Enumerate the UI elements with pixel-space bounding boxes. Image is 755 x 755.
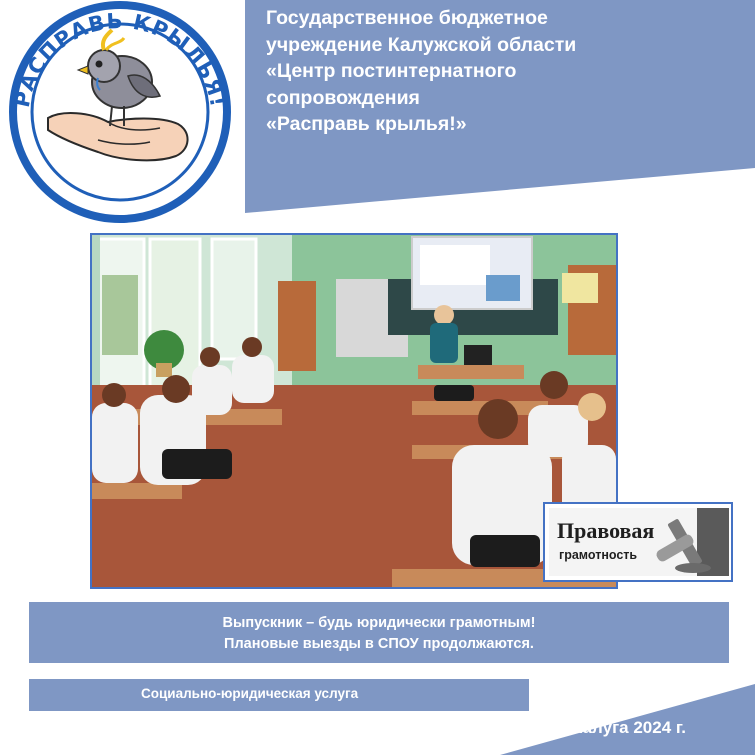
- service-label: Социально-юридическая услуга: [141, 686, 359, 701]
- badge-subtitle: грамотность: [559, 548, 638, 562]
- classroom-photo: [90, 233, 618, 589]
- logo: [0, 0, 240, 225]
- classroom-illustration: [92, 235, 616, 587]
- slogan-line: Плановые выезды в СПОУ продолжаются.: [224, 636, 534, 652]
- badge-panel: [549, 508, 727, 576]
- slogan-line: Выпускник – будь юридически грамотным!: [222, 615, 536, 631]
- organization-title: [266, 5, 736, 138]
- slogan-box: [29, 602, 729, 663]
- legal-literacy-badge: [543, 502, 733, 582]
- title-line: Государственное бюджетное: [266, 7, 548, 29]
- footer-city-year: Калуга 2024 г.: [572, 718, 686, 737]
- title-line: «Расправь крылья!»: [266, 113, 467, 135]
- badge-title: Правовая: [557, 518, 655, 543]
- title-line: сопровождения: [266, 86, 420, 109]
- title-line: учреждение Калужской области: [266, 33, 577, 56]
- logo-text: РАСПРАВЬ КРЫЛЬЯ!: [9, 8, 231, 110]
- title-line: «Центр постинтернатного: [266, 60, 517, 82]
- gavel-icon: [649, 508, 729, 576]
